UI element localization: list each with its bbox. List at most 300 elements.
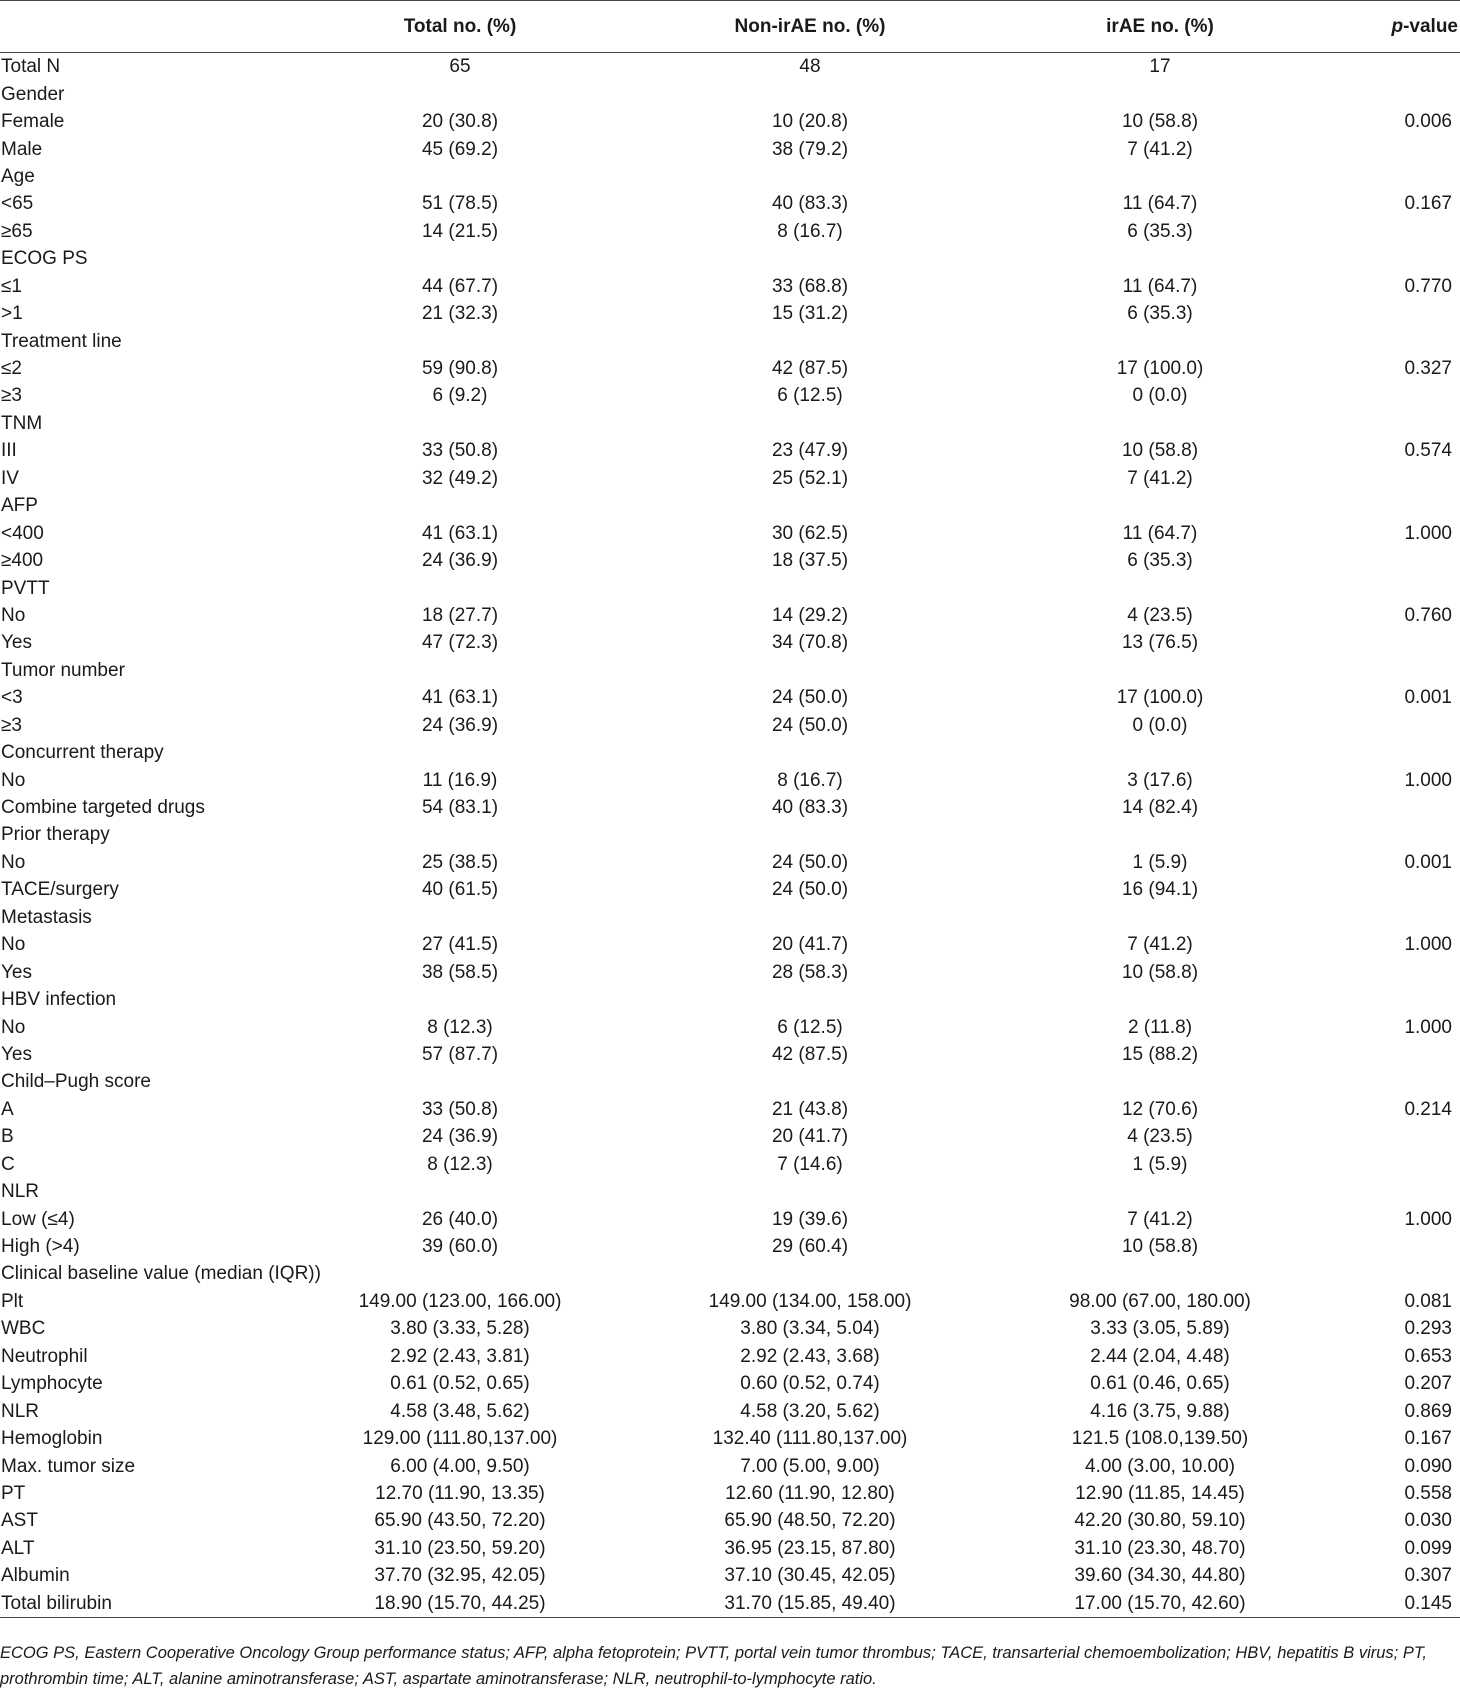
cell-total: 33 (50.8)	[421, 1098, 499, 1120]
table-row	[0, 1068, 1460, 1095]
cell-non-irae: 24 (50.0)	[771, 687, 849, 709]
cell-irae: 98.00 (67.00, 180.00)	[1069, 1290, 1251, 1312]
cell-total: 44 (67.7)	[421, 275, 499, 297]
cell-p-value: 1.000	[1404, 522, 1452, 544]
row-label: Yes	[1, 961, 32, 983]
cell-total: 24 (36.9)	[421, 550, 499, 572]
cell-irae: 0 (0.0)	[1132, 385, 1188, 407]
cell-non-irae	[580, 1178, 1040, 1205]
cell-total: 27 (41.5)	[421, 934, 499, 956]
cell-total: 65.90 (43.50, 72.20)	[374, 1510, 546, 1532]
cell-total: 65	[449, 56, 471, 78]
cell-p-value: 0.006	[1404, 111, 1452, 133]
row-label: NLR	[1, 1400, 40, 1422]
table-row	[0, 1233, 1460, 1260]
table-row	[0, 108, 1460, 135]
cell-irae	[1040, 327, 1280, 354]
row-label: Treatment line	[1, 330, 122, 352]
row-label: IV	[1, 467, 19, 489]
cell-irae: 7 (41.2)	[1127, 1208, 1193, 1230]
table-row	[0, 1562, 1460, 1589]
cell-p-value	[1280, 1233, 1460, 1260]
row-label: Max. tumor size	[1, 1455, 136, 1477]
cell-total: 37.70 (32.95, 42.05)	[374, 1565, 546, 1587]
cell-total	[340, 1260, 580, 1287]
cell-non-irae: 38 (79.2)	[771, 138, 849, 160]
cell-total: 24 (36.9)	[421, 714, 499, 736]
cell-irae: 10 (58.8)	[1121, 440, 1199, 462]
table-row	[0, 931, 1460, 958]
row-label: Yes	[1, 632, 32, 654]
cell-p-value	[1280, 1123, 1460, 1150]
table-row	[0, 135, 1460, 162]
cell-irae: 4.00 (3.00, 10.00)	[1085, 1455, 1235, 1477]
table-row	[0, 382, 1460, 409]
table-row	[0, 465, 1460, 492]
cell-p-value	[1280, 958, 1460, 985]
cell-irae: 6 (35.3)	[1127, 303, 1193, 325]
cell-p-value	[1280, 465, 1460, 492]
cell-irae	[1040, 739, 1280, 766]
cell-non-irae: 7 (14.6)	[777, 1153, 843, 1175]
cell-total	[340, 821, 580, 848]
cell-total: 8 (12.3)	[427, 1153, 493, 1175]
table-row	[0, 684, 1460, 711]
cell-total: 0.61 (0.52, 0.65)	[390, 1373, 530, 1395]
row-label: ALT	[1, 1537, 35, 1559]
table-row	[0, 1535, 1460, 1562]
table-row	[0, 1425, 1460, 1452]
cell-irae: 1 (5.9)	[1132, 851, 1188, 873]
table-row	[0, 1205, 1460, 1232]
row-label: III	[1, 440, 17, 462]
cell-total: 38 (58.5)	[421, 961, 499, 983]
cell-non-irae: 42 (87.5)	[771, 1043, 849, 1065]
table-row	[0, 986, 1460, 1013]
cell-p-value	[1280, 574, 1460, 601]
cell-total	[340, 492, 580, 519]
row-label: NLR	[1, 1181, 40, 1203]
cell-irae: 10 (58.8)	[1121, 961, 1199, 983]
cell-total: 8 (12.3)	[427, 1016, 493, 1038]
cell-irae: 10 (58.8)	[1121, 1236, 1199, 1258]
cell-total: 47 (72.3)	[421, 632, 499, 654]
cell-non-irae: 28 (58.3)	[771, 961, 849, 983]
cell-irae: 15 (88.2)	[1121, 1043, 1199, 1065]
cell-non-irae: 65.90 (48.50, 72.20)	[724, 1510, 896, 1532]
row-label: Gender	[1, 83, 65, 105]
cell-non-irae: 14 (29.2)	[771, 604, 849, 626]
cell-non-irae: 3.80 (3.34, 5.04)	[740, 1318, 880, 1340]
cell-total: 33 (50.8)	[421, 440, 499, 462]
table-row	[0, 1096, 1460, 1123]
table-row	[0, 1480, 1460, 1507]
table-row	[0, 739, 1460, 766]
cell-irae: 6 (35.3)	[1127, 220, 1193, 242]
cell-irae: 31.10 (23.30, 48.70)	[1074, 1537, 1246, 1559]
table-row	[0, 1507, 1460, 1534]
cell-non-irae: 24 (50.0)	[771, 851, 849, 873]
cell-irae: 7 (41.2)	[1127, 934, 1193, 956]
table-row	[0, 1151, 1460, 1178]
cell-total: 18 (27.7)	[421, 604, 499, 626]
table-row	[0, 1013, 1460, 1040]
row-label: Female	[1, 111, 65, 133]
cell-p-value	[1280, 712, 1460, 739]
row-label: No	[1, 934, 26, 956]
cell-non-irae: 40 (83.3)	[771, 193, 849, 215]
row-label: A	[1, 1098, 14, 1120]
table-row	[0, 657, 1460, 684]
cell-irae: 11 (64.7)	[1122, 522, 1198, 544]
cell-irae: 11 (64.7)	[1122, 193, 1198, 215]
row-label: No	[1, 769, 26, 791]
table-row	[0, 53, 1460, 81]
cell-irae: 13 (76.5)	[1121, 632, 1199, 654]
row-label: ≤1	[1, 275, 22, 297]
cell-total	[340, 986, 580, 1013]
row-label: AST	[1, 1510, 38, 1532]
cell-p-value	[1280, 1068, 1460, 1095]
cell-non-irae: 6 (12.5)	[777, 385, 843, 407]
row-label: ≥65	[1, 220, 33, 242]
cell-total	[340, 574, 580, 601]
cell-non-irae: 8 (16.7)	[777, 769, 843, 791]
row-label: Neutrophil	[1, 1345, 88, 1367]
cell-non-irae: 15 (31.2)	[771, 303, 849, 325]
cell-irae: 7 (41.2)	[1127, 467, 1193, 489]
header-p-letter: p	[1391, 15, 1404, 37]
cell-irae: 3 (17.6)	[1127, 769, 1193, 791]
table-row	[0, 163, 1460, 190]
cell-total: 54 (83.1)	[421, 797, 499, 819]
cell-p-value: 0.653	[1404, 1345, 1452, 1367]
table-row	[0, 1315, 1460, 1342]
row-label: Male	[1, 138, 43, 160]
cell-total: 6.00 (4.00, 9.50)	[390, 1455, 530, 1477]
cell-total: 31.10 (23.50, 59.20)	[374, 1537, 546, 1559]
table-row	[0, 245, 1460, 272]
cell-irae: 2.44 (2.04, 4.48)	[1090, 1345, 1230, 1367]
table-row	[0, 1041, 1460, 1068]
cell-irae: 121.5 (108.0,139.50)	[1071, 1428, 1249, 1450]
cell-irae: 7 (41.2)	[1127, 138, 1193, 160]
cell-irae	[1040, 80, 1280, 107]
cell-non-irae: 31.70 (15.85, 49.40)	[580, 1590, 1040, 1618]
row-label: <3	[1, 687, 23, 709]
cell-p-value	[1280, 1151, 1460, 1178]
table-row	[0, 574, 1460, 601]
cell-p-value	[1280, 1041, 1460, 1068]
row-label: WBC	[1, 1318, 46, 1340]
cell-non-irae: 23 (47.9)	[771, 440, 849, 462]
row-label: No	[1, 604, 26, 626]
cell-non-irae: 36.95 (23.15, 87.80)	[724, 1537, 896, 1559]
cell-p-value	[1280, 794, 1460, 821]
cell-irae: 42.20 (30.80, 59.10)	[1074, 1510, 1246, 1532]
cell-irae: 6 (35.3)	[1127, 550, 1193, 572]
cell-total	[340, 904, 580, 931]
cell-non-irae: 33 (68.8)	[771, 275, 849, 297]
cell-non-irae: 19 (39.6)	[771, 1208, 849, 1230]
cell-irae	[1040, 657, 1280, 684]
row-label: Combine targeted drugs	[1, 797, 205, 819]
row-label: Concurrent therapy	[1, 742, 164, 764]
cell-p-value: 0.001	[1404, 851, 1452, 873]
cell-p-value: 0.081	[1404, 1290, 1452, 1312]
cell-non-irae	[580, 657, 1040, 684]
row-label: TNM	[1, 412, 43, 434]
cell-p-value: 0.167	[1404, 193, 1452, 215]
row-label: HBV infection	[1, 989, 117, 1011]
cell-total: 59 (90.8)	[421, 358, 499, 380]
cell-non-irae: 20 (41.7)	[771, 1126, 849, 1148]
header-total: Total no. (%)	[340, 1, 580, 53]
cell-total: 24 (36.9)	[421, 1126, 499, 1148]
cell-p-value	[1280, 986, 1460, 1013]
cell-non-irae: 21 (43.8)	[771, 1098, 849, 1120]
cell-p-value	[1280, 382, 1460, 409]
cell-total: 32 (49.2)	[421, 467, 499, 489]
cell-non-irae	[580, 821, 1040, 848]
cell-irae	[1040, 574, 1280, 601]
cell-p-value	[1280, 135, 1460, 162]
cell-p-value: 0.307	[1404, 1565, 1452, 1587]
row-label: Prior therapy	[1, 824, 110, 846]
cell-non-irae: 149.00 (134.00, 158.00)	[708, 1290, 912, 1312]
cell-p-value: 0.770	[1404, 275, 1452, 297]
cell-total: 57 (87.7)	[421, 1043, 499, 1065]
cell-total	[340, 80, 580, 107]
cell-total: 26 (40.0)	[421, 1208, 499, 1230]
cell-p-value: 0.099	[1404, 1537, 1452, 1559]
cell-irae: 12.90 (11.85, 14.45)	[1075, 1482, 1245, 1504]
cell-irae	[1040, 1068, 1280, 1095]
cell-total: 18.90 (15.70, 44.25)	[340, 1590, 580, 1618]
table-row	[0, 273, 1460, 300]
cell-total: 14 (21.5)	[421, 220, 499, 242]
row-label: Child–Pugh score	[1, 1071, 151, 1093]
cell-p-value: 0.030	[1404, 1510, 1452, 1532]
table-row	[0, 190, 1460, 217]
row-label: Yes	[1, 1043, 32, 1065]
cell-irae: 16 (94.1)	[1121, 879, 1199, 901]
cell-p-value: 0.558	[1404, 1482, 1452, 1504]
cell-total	[340, 1178, 580, 1205]
cell-non-irae	[580, 1260, 1040, 1287]
row-label: AFP	[1, 495, 38, 517]
header-irae: irAE no. (%)	[1040, 1, 1280, 53]
cell-irae: 0.61 (0.46, 0.65)	[1090, 1373, 1230, 1395]
row-label: Clinical baseline value (median (IQR))	[1, 1263, 321, 1285]
row-label: TACE/surgery	[1, 879, 119, 901]
table-row	[0, 519, 1460, 546]
table-row	[0, 300, 1460, 327]
cell-total: 6 (9.2)	[432, 385, 488, 407]
cell-p-value: 0.869	[1404, 1400, 1452, 1422]
cell-p-value: 1.000	[1404, 769, 1452, 791]
row-label: >1	[1, 303, 23, 325]
cell-non-irae: 8 (16.7)	[777, 220, 843, 242]
cell-p-value: 1.000	[1404, 1016, 1452, 1038]
table-row	[0, 849, 1460, 876]
cell-irae	[1040, 163, 1280, 190]
table-row	[0, 410, 1460, 437]
cell-p-value	[1280, 629, 1460, 656]
table-row	[0, 794, 1460, 821]
table-row	[0, 80, 1460, 107]
cell-total	[340, 739, 580, 766]
header-row	[0, 1, 1460, 53]
table-row	[0, 327, 1460, 354]
cell-irae	[1040, 1260, 1280, 1287]
table-row	[0, 492, 1460, 519]
cell-non-irae: 132.40 (111.80,137.00)	[712, 1428, 908, 1450]
cell-non-irae	[580, 492, 1040, 519]
cell-irae: 17.00 (15.70, 42.60)	[1040, 1590, 1280, 1618]
cell-p-value: 0.145	[1280, 1590, 1460, 1618]
row-label: Albumin	[1, 1565, 70, 1587]
row-label: ≤2	[1, 358, 22, 380]
row-label: <65	[1, 193, 34, 215]
cell-total: 11 (16.9)	[422, 769, 498, 791]
cell-p-value	[1280, 876, 1460, 903]
cell-total: 129.00 (111.80,137.00)	[362, 1428, 558, 1450]
cell-p-value	[1280, 245, 1460, 272]
row-label: C	[1, 1153, 15, 1175]
cell-p-value	[1280, 410, 1460, 437]
table-row	[0, 1343, 1460, 1370]
cell-non-irae	[580, 327, 1040, 354]
row-label: Tumor number	[1, 659, 125, 681]
cell-total: 3.80 (3.33, 5.28)	[390, 1318, 530, 1340]
cell-non-irae: 37.10 (30.45, 42.05)	[724, 1565, 896, 1587]
row-label: Metastasis	[1, 906, 92, 928]
cell-irae: 10 (58.8)	[1121, 111, 1199, 133]
cell-irae	[1040, 821, 1280, 848]
cell-non-irae: 25 (52.1)	[771, 467, 849, 489]
cell-non-irae: 18 (37.5)	[771, 550, 849, 572]
cell-irae	[1040, 245, 1280, 272]
table-row	[0, 821, 1460, 848]
cell-irae: 17 (100.0)	[1116, 358, 1204, 380]
cell-non-irae: 24 (50.0)	[771, 879, 849, 901]
header-p-value	[1280, 1, 1460, 53]
table-row	[0, 355, 1460, 382]
row-label: Lymphocyte	[1, 1373, 103, 1395]
cell-p-value: 1.000	[1404, 934, 1452, 956]
cell-total	[340, 245, 580, 272]
cell-total: 12.70 (11.90, 13.35)	[375, 1482, 545, 1504]
cell-total: 41 (63.1)	[421, 522, 499, 544]
cell-non-irae: 29 (60.4)	[771, 1236, 849, 1258]
cell-total: 39 (60.0)	[421, 1236, 499, 1258]
cell-non-irae: 0.60 (0.52, 0.74)	[740, 1373, 880, 1395]
cell-p-value: 0.760	[1404, 604, 1452, 626]
cell-irae: 4.16 (3.75, 9.88)	[1090, 1400, 1230, 1422]
row-label: Hemoglobin	[1, 1428, 103, 1450]
cell-non-irae: 2.92 (2.43, 3.68)	[740, 1345, 880, 1367]
cell-p-value: 0.001	[1404, 687, 1452, 709]
table-row	[0, 602, 1460, 629]
row-label: No	[1, 851, 26, 873]
cell-irae: 14 (82.4)	[1121, 797, 1199, 819]
row-label: Low (≤4)	[1, 1208, 75, 1230]
cell-irae: 11 (64.7)	[1122, 275, 1198, 297]
cell-p-value: 0.293	[1404, 1318, 1452, 1340]
cell-non-irae	[580, 739, 1040, 766]
table-row	[0, 1123, 1460, 1150]
cell-non-irae	[580, 574, 1040, 601]
row-label: Total bilirubin	[0, 1590, 340, 1618]
header-non-irae: Non-irAE no. (%)	[580, 1, 1040, 53]
cell-irae	[1040, 986, 1280, 1013]
cell-total: 4.58 (3.48, 5.62)	[390, 1400, 530, 1422]
table-row	[0, 958, 1460, 985]
cell-total	[340, 410, 580, 437]
cell-non-irae: 20 (41.7)	[771, 934, 849, 956]
cell-irae: 12 (70.6)	[1121, 1098, 1199, 1120]
table-row	[0, 1397, 1460, 1424]
table-footnote: ECOG PS, Eastern Cooperative Oncology Group performance status; AFP, alpha fetoprotein; PVTT, portal vein tumor thrombus; TACE, transarterial chemoembolization; HBV, hepatitis B virus; PT, prothrombin time; ALT, alanine aminotransferase; AST, aspartate aminotransferase; NLR, neutrophil-to-lymphocyte ratio.	[0, 1644, 1427, 1688]
cell-p-value	[1280, 1178, 1460, 1205]
cell-total: 25 (38.5)	[421, 851, 499, 873]
row-label: <400	[1, 522, 44, 544]
cell-non-irae: 6 (12.5)	[777, 1016, 843, 1038]
table-row	[0, 218, 1460, 245]
cell-non-irae: 30 (62.5)	[771, 522, 849, 544]
row-label: ≥400	[1, 550, 44, 572]
cell-p-value	[1280, 904, 1460, 931]
cell-non-irae	[580, 80, 1040, 107]
cell-irae: 3.33 (3.05, 5.89)	[1090, 1318, 1230, 1340]
cell-total: 149.00 (123.00, 166.00)	[358, 1290, 562, 1312]
table-header	[0, 1, 1460, 53]
header-label	[0, 1, 340, 53]
row-label: PVTT	[1, 577, 50, 599]
cell-p-value: 0.167	[1404, 1428, 1452, 1450]
row-label: No	[1, 1016, 26, 1038]
row-label: Age	[1, 165, 35, 187]
table-row	[0, 547, 1460, 574]
row-label: B	[1, 1126, 14, 1148]
table-row	[0, 1178, 1460, 1205]
table-row	[0, 437, 1460, 464]
cell-p-value	[1280, 80, 1460, 107]
cell-irae: 17	[1149, 56, 1171, 78]
cell-total	[340, 657, 580, 684]
table-row	[0, 766, 1460, 793]
table-row	[0, 1260, 1460, 1287]
cell-p-value	[1280, 218, 1460, 245]
cell-non-irae: 4.58 (3.20, 5.62)	[740, 1400, 880, 1422]
cell-p-value	[1280, 53, 1460, 81]
cell-irae: 0 (0.0)	[1132, 714, 1188, 736]
cell-p-value: 0.214	[1404, 1098, 1452, 1120]
cell-p-value	[1280, 657, 1460, 684]
cell-non-irae	[580, 163, 1040, 190]
cell-p-value	[1280, 739, 1460, 766]
row-label: PT	[1, 1482, 26, 1504]
cell-p-value	[1280, 821, 1460, 848]
row-label: ≥3	[1, 385, 22, 407]
table-row	[0, 712, 1460, 739]
cell-irae: 17 (100.0)	[1116, 687, 1204, 709]
cell-total: 45 (69.2)	[421, 138, 499, 160]
cell-total: 2.92 (2.43, 3.81)	[390, 1345, 530, 1367]
table-row	[0, 1370, 1460, 1397]
row-label: ≥3	[1, 714, 22, 736]
